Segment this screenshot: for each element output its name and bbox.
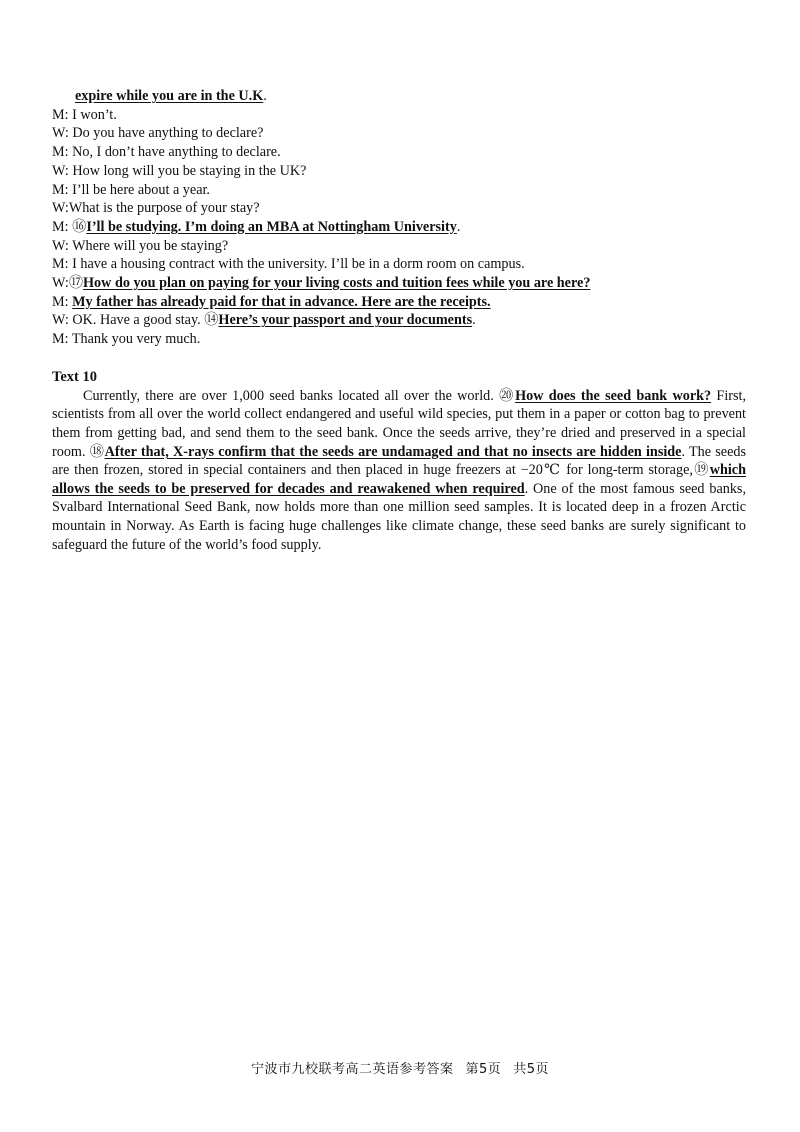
dialogue-speaker: M: [52,293,73,310]
dialogue-line [52,311,746,330]
paragraph-text: Currently, there are over 1,000 seed banks located all over the world. ⑳ [83,387,516,404]
dialogue-text: What is the purpose of your stay? [68,200,260,217]
dialogue-line [52,181,746,200]
dialogue-answer-highlight: expire while you are in the U.K [75,88,264,104]
dialogue-speaker: W: [52,200,69,217]
dialogue-speaker: W: [52,275,69,292]
dialogue-text: I’ll be here about a year. [72,181,210,198]
dialogue-line-end: . [263,88,267,104]
page-footer [0,1058,800,1077]
dialogue-text: Thank you very much. [71,331,201,348]
answer-page-content [52,87,746,554]
dialogue-speaker: M: [52,256,73,273]
dialogue-text: How long will you be staying in the UK? [72,162,307,179]
dialogue-speaker: M: [52,331,72,348]
paragraph-text: . The seeds are then frozen, stored in special containers and then placed in huge freezers at −20℃ for long-term storage,⑲ [52,443,747,479]
dialogue-answer-highlight: My father has already paid for that in advance. Here are the receipts. [72,293,491,310]
dialogue-line [52,87,746,106]
dialogue-text: ⑯ [72,218,87,235]
dialogue-speaker: W: [52,162,73,179]
footer-title: 宁波市九校联考高二英语参考答案 [250,1062,454,1077]
dialogue-answer-highlight: How do you plan on paying for your living costs and tuition fees while you are here? [83,275,591,292]
footer-page-total: 共5页 [513,1062,550,1077]
dialogue-text: I have a housing contract with the university. I’ll be in a dorm room on campus. [72,256,525,273]
dialogue-text: Do you have anything to declare? [72,125,264,142]
dialogue-answer-highlight: Here’s your passport and your documents [218,312,473,329]
paragraph-answer-highlight: which allows the seeds to be preserved for decades and reawakened when required [52,462,746,497]
paragraph-answer-highlight: How does the seed bank work? [515,387,712,404]
dialogue-line [52,330,746,349]
dialogue-speaker: M: [52,106,73,123]
dialogue-line [52,106,746,125]
dialogue-line [52,124,746,143]
dialogue-line [52,293,746,312]
dialogue-line [52,143,746,162]
dialogue-line [52,255,746,274]
dialogue-speaker: W: [52,125,73,142]
paragraph-text: . One of the most famous seed banks, Svalbard International Seed Bank, now holds more than one million seed samples. It is located deep in a frozen Arctic mountain in Norway. As Earth is facing huge challenges like climate change, these seed banks are surely significant to safeguard the future of the world’s food supply. [52,480,746,553]
dialogue-text: No, I don’t have anything to declare. [72,144,281,161]
dialogue-speaker: W: [52,237,73,254]
dialogue-text: Where will you be staying? [72,237,229,254]
dialogue-line-end: . [456,218,461,235]
footer-page-number: 第5页 [465,1062,502,1077]
dialogue-text: ⑰ [68,275,84,292]
dialogue-speaker: M: [52,144,73,161]
dialogue-line [52,274,746,293]
text10-paragraph [52,387,746,554]
dialogue-speaker: W: [52,312,73,329]
dialogue-line [52,237,746,256]
paragraph-answer-highlight: After that, X-rays confirm that the seeds are undamaged and that no insects are hidden inside [104,443,682,460]
dialogue-answer-highlight: I’ll be studying. I’m doing an MBA at Nottingham University [86,218,457,235]
dialogue-transcript [52,87,746,349]
dialogue-speaker: M: [52,218,73,235]
dialogue-text: OK. Have a good stay. ⑭ [72,312,219,329]
dialogue-speaker: M: [52,181,73,198]
paragraph-text: First, scientists from all over the world collect endangered and useful wild species, put them in a paper or cotton bag to prevent them from getting bad, and send them to the seed bank. Once the seeds arrive, they’re dried and preserved in a special room. ⑱ [52,387,746,460]
dialogue-line [52,218,746,237]
dialogue-line-end: . [472,312,476,329]
section-heading: Text 10 [52,368,97,385]
dialogue-line [52,199,746,218]
dialogue-line [52,162,746,181]
dialogue-text: I won’t. [72,106,117,123]
